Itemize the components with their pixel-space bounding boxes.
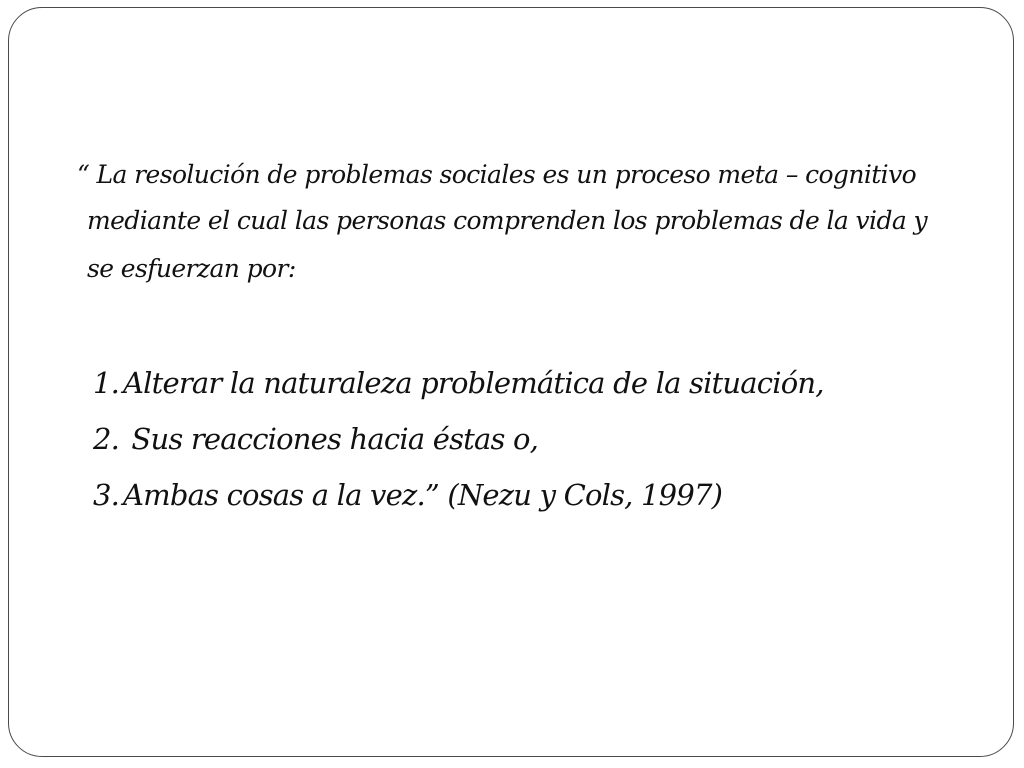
list-item-number: 3. (93, 478, 120, 512)
list-item (93, 478, 722, 512)
list-item-text: Sus reacciones hacia éstas o, (123, 422, 539, 456)
list-item (93, 366, 824, 400)
quote-line: “ La resolución de problemas sociales es un proceso meta – cognitivo (77, 160, 917, 189)
list-item-text: Ambas cosas a la vez.” (Nezu y Cols, 1997) (123, 478, 723, 512)
list-item-number: 1. (93, 366, 120, 400)
list-item-number: 2. (93, 422, 120, 456)
list-item-text: Alterar la naturaleza problemática de la situación, (123, 366, 824, 400)
quote-line: mediante el cual las personas comprenden los problemas de la vida y (87, 206, 928, 235)
list-item (93, 422, 538, 456)
slide-frame (8, 7, 1014, 757)
quote-line: se esfuerzan por: (87, 254, 296, 283)
